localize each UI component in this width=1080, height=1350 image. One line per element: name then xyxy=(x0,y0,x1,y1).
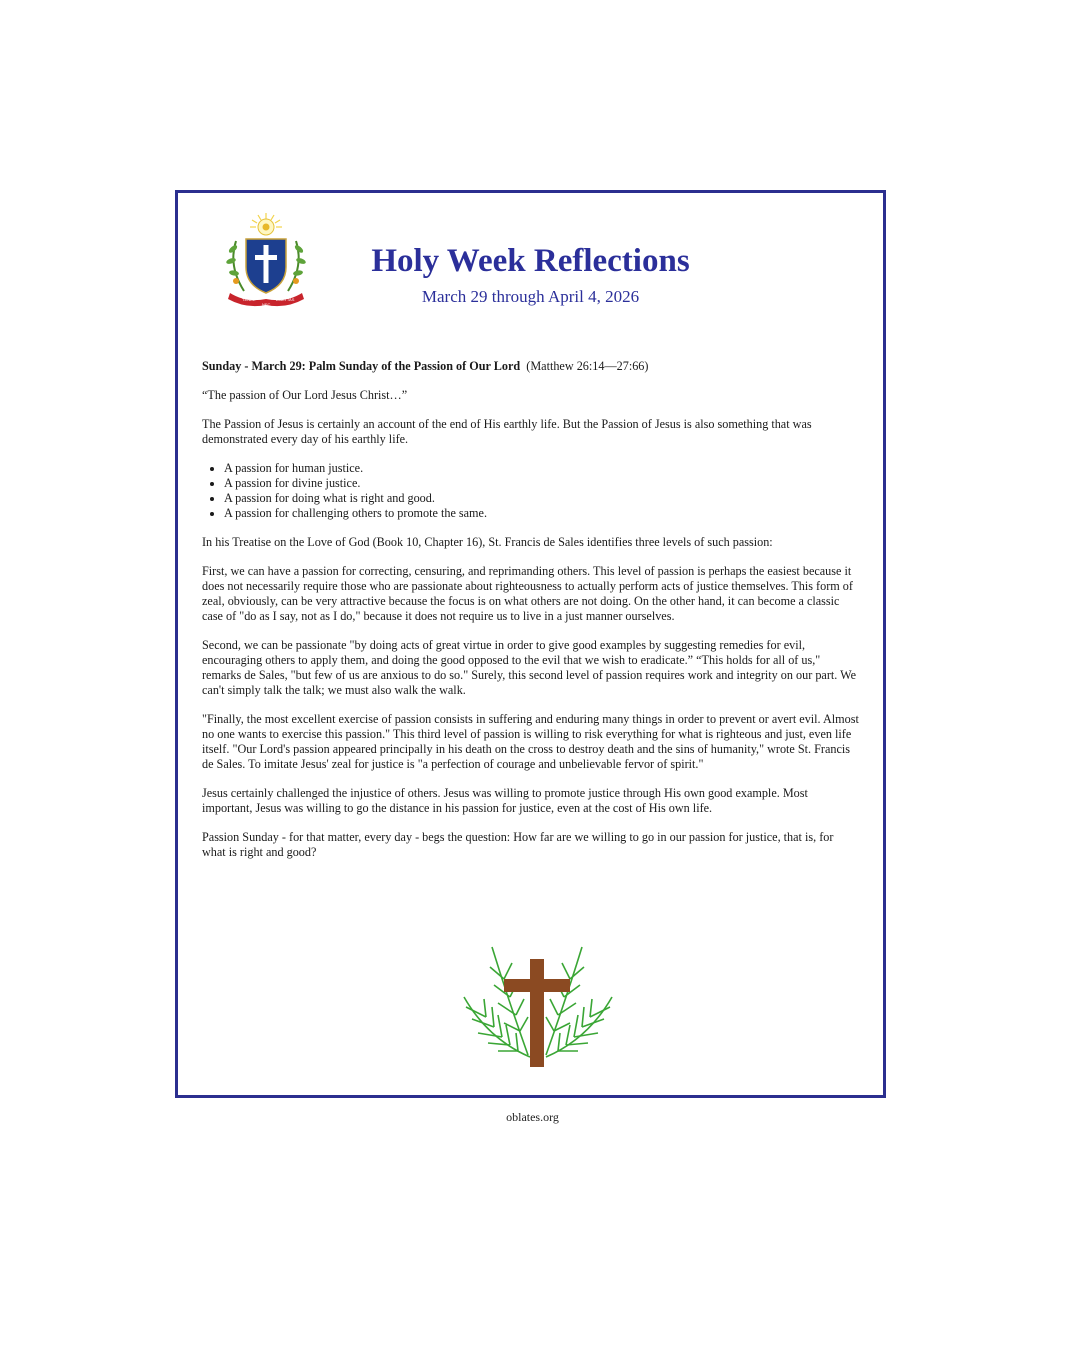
reflection-paragraph-6: Jesus certainly challenged the injustice of others. Jesus was willing to promote justice through His own good example. Most important, Jesus was willing to go the distance in his passion for justice, even at the cost of His own life. xyxy=(202,786,808,815)
reflection-paragraph-3: First, we can have a passion for correcting, censuring, and reprimanding others. This level of passion is perhaps the easiest because it does not necessarily require those who are passionate about righteousness to actually perform acts of justice themselves. This form of zeal, obviously, can be very attractive because the focus is on what others are not doing. On the other hand, it can become a classic case of "do as I say, not as I do," because it does not require us to live in a just manner ourselves. xyxy=(202,564,853,623)
reflection-scripture-ref: (Matthew 26:14—27:66) xyxy=(526,359,649,373)
page-subtitle: March 29 through April 4, 2026 xyxy=(421,287,640,307)
palm-cross-icon xyxy=(458,939,618,1069)
reflection-heading xyxy=(202,359,859,374)
reflection-content xyxy=(202,359,859,874)
reflection-paragraph-7: Passion Sunday - for that matter, every day - begs the question: How far are we willing to go in our passion for justice, that is, for what is right and good? xyxy=(202,830,834,859)
crest-ribbon-middle: NEC xyxy=(262,302,271,307)
reflection-heading-title: Sunday - March 29: Palm Sunday of the Passion of Our Lord xyxy=(202,359,521,373)
list-item: • A passion for challenging others to promote the same. xyxy=(224,506,859,521)
crest-ribbon-right: DIMITTAS xyxy=(276,297,295,302)
page-frame xyxy=(175,190,886,1098)
passion-list xyxy=(202,461,859,521)
reflection-paragraph-2: In his Treatise on the Love of God (Book 10, Chapter 16), St. Francis de Sales identifies three levels of such passion: xyxy=(202,535,773,549)
reflection-paragraph-4: Second, we can be passionate "by doing acts of great virtue in order to give good examples by suggesting remedies for evil, encouraging others to apply them, and doing the good opposed to the evil that we wish to eradicate.” “This holds for all of us," remarks de Sales, "but few of us are anxious to do so." Surely, this second level of passion requires work and integrity on our part. We can't simply talk the talk; we must also walk the walk. xyxy=(202,638,857,697)
crest-ribbon-left: TENDE xyxy=(242,297,256,302)
page-title: Holy Week Reflections xyxy=(371,243,690,279)
footer-site: oblates.org xyxy=(506,1110,559,1124)
reflection-quote: “The passion of Our Lord Jesus Christ…” xyxy=(202,388,408,402)
title-block xyxy=(178,243,883,307)
list-item: • A passion for doing what is right and good. xyxy=(224,491,859,506)
reflection-paragraph-5: "Finally, the most excellent exercise of passion consists in suffering and enduring many things in order to prevent or avert evil. Almost no one wants to exercise this passion." This third level of passion is willing to risk everything for what is righteous and just, even life itself. "Our Lord's passion appeared principally in his death on the cross to destroy death and the sins of humanity," wrote St. Francis de Sales. To imitate Jesus' zeal for justice is "a perfection of courage and unbelievable fervor of spirit." xyxy=(202,712,859,771)
list-item: • A passion for human justice. xyxy=(224,461,859,476)
list-item: • A passion for divine justice. xyxy=(224,476,859,491)
reflection-paragraph-1: The Passion of Jesus is certainly an account of the end of His earthly life. But the Passion of Jesus is also something that was demonstrated every day of his earthly life. xyxy=(202,417,812,446)
